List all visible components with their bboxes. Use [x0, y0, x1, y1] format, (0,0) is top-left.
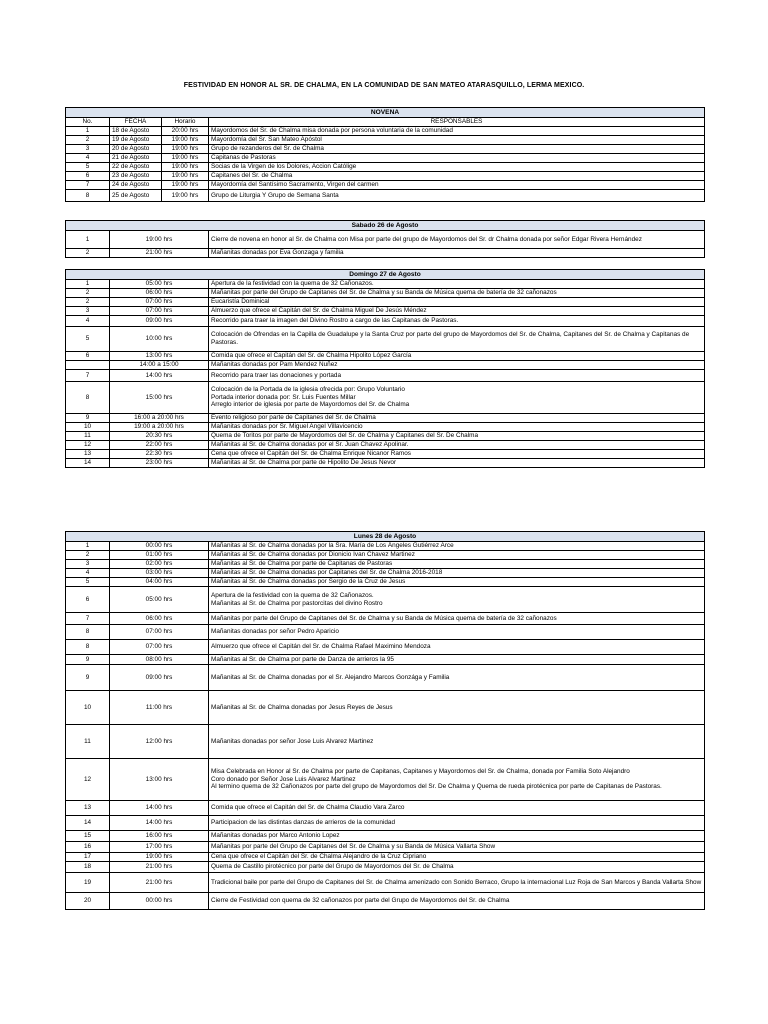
row-hora: 16:00 a 20:00 hrs: [110, 414, 209, 423]
row-number: 8: [66, 190, 110, 202]
row-number: 2: [66, 551, 110, 560]
table-row: [66, 725, 705, 759]
responsable-cell: [209, 382, 705, 414]
table-row: [66, 181, 705, 190]
table-row: [66, 361, 705, 370]
table-row: [66, 459, 705, 468]
row-number: 11: [66, 432, 110, 441]
row-hora: 15:00 hrs: [110, 382, 209, 414]
responsable-cell: Comida que ofrece el Capitán del Sr. de Chalma Claudio Vara Zarco: [209, 801, 705, 816]
row-number: 12: [66, 759, 110, 801]
responsable-cell: Mayordomía del Sr. San Mateo Apóstol: [209, 136, 705, 145]
table-row: [66, 382, 705, 414]
row-hora: 19:00 hrs: [110, 231, 209, 249]
responsable-cell: Apertura de la festividad con la quema de 32 Cañonazos.: [209, 280, 705, 289]
row-number: [66, 361, 110, 370]
responsable-cell: Evento religioso por parte de Capitanes del Sr. de Chalma: [209, 414, 705, 423]
responsable-cell: Mañanitas donadas por Marco Antonio Lopez: [209, 831, 705, 842]
row-hora: 23:00 hrs: [110, 459, 209, 468]
responsable-cell: Mayordomos del Sr. de Chalma misa donada por persona voluntaria de la comunidad: [209, 127, 705, 136]
row-hora: 20:30 hrs: [110, 432, 209, 441]
responsable-cell: Eucaristía Dominical: [209, 298, 705, 307]
table-row: [66, 190, 705, 202]
row-hora: 07:00 hrs: [110, 298, 209, 307]
row-number: 5: [66, 163, 110, 172]
row-horario: 19:00 hrs: [162, 136, 209, 145]
row-hora: 14:00 hrs: [110, 816, 209, 831]
row-number: 3: [66, 307, 110, 316]
table-row: [66, 893, 705, 910]
row-number: 9: [66, 665, 110, 691]
row-horario: 19:00 hrs: [162, 154, 209, 163]
table-row: [66, 587, 705, 613]
row-horario: 19:00 hrs: [162, 190, 209, 202]
table-row: [66, 842, 705, 853]
novena-table: [65, 107, 705, 202]
row-hora: 11:00 hrs: [110, 691, 209, 725]
table-row: [66, 853, 705, 862]
row-number: 13: [66, 450, 110, 459]
responsable-cell: Cena que ofrece el Capitán del Sr. de Chalma Alejandro de la Cruz Cipriano: [209, 853, 705, 862]
responsable-cell: Mayordomía del Santísimo Sacramento, Virgen del carmen: [209, 181, 705, 190]
table-row: [66, 414, 705, 423]
row-hora: 22:00 hrs: [110, 441, 209, 450]
responsable-line: Misa Celebrada en Honor al Sr. de Chalma por parte de Capitanas, Capitanes y Mayordomos del Sr. de Chalma, donada por Familia Soto Alejandro: [211, 768, 630, 776]
responsable-line: Arreglo interior de iglesia por parte de Mayordomos del Sr. de Chalma: [211, 401, 410, 409]
row-hora: 13:00 hrs: [110, 759, 209, 801]
row-hora: 09:00 hrs: [110, 665, 209, 691]
table-row: [66, 625, 705, 640]
row-number: 18: [66, 862, 110, 873]
table-row: [66, 613, 705, 625]
row-number: 6: [66, 172, 110, 181]
row-hora: 14:00 hrs: [110, 801, 209, 816]
responsable-cell: Capitanas de Pastoras: [209, 154, 705, 163]
row-hora: 21:00 hrs: [110, 873, 209, 893]
row-hora: 06:00 hrs: [110, 289, 209, 298]
row-hora: 05:00 hrs: [110, 587, 209, 613]
sabado-title: Sabado 26 de Agosto: [66, 221, 705, 231]
row-number: 10: [66, 691, 110, 725]
row-hora: 13:00 hrs: [110, 352, 209, 361]
row-number: 5: [66, 578, 110, 587]
table-row: [66, 163, 705, 172]
table-row: [66, 280, 705, 289]
row-number: 17: [66, 853, 110, 862]
row-hora: 10:00 hrs: [110, 327, 209, 352]
row-number: 7: [66, 370, 110, 382]
table-row: [66, 578, 705, 587]
row-number: 6: [66, 352, 110, 361]
table-row: [66, 145, 705, 154]
row-number: 7: [66, 613, 110, 625]
table-row: [66, 542, 705, 551]
table-row: [66, 873, 705, 893]
table-row: [66, 307, 705, 316]
responsable-cell: [209, 587, 705, 613]
table-row: [66, 655, 705, 665]
row-number: 8: [66, 382, 110, 414]
sabado-table: [65, 220, 705, 258]
responsable-cell: Cena que ofrece el Capitán del Sr. de Chalma Enrique Nicanor Ramos: [209, 450, 705, 459]
row-hora: 00:00 hrs: [110, 542, 209, 551]
table-row: [66, 691, 705, 725]
row-number: 5: [66, 327, 110, 352]
table-row: [66, 816, 705, 831]
table-row: [66, 127, 705, 136]
responsable-cell: Mañanitas al Sr. de Chalma donadas por Capitanes del Sr. de Chalma 2016-2018: [209, 569, 705, 578]
row-horario: 19:00 hrs: [162, 145, 209, 154]
row-number: 15: [66, 831, 110, 842]
row-number: 16: [66, 842, 110, 853]
novena-title: NOVENA: [66, 108, 705, 118]
row-hora: 12:00 hrs: [110, 725, 209, 759]
row-hora: 09:00 hrs: [110, 316, 209, 327]
responsable-cell: Mañanitas donadas por Pam Mendez Nuñez: [209, 361, 705, 370]
responsable-cell: Mañanitas al Sr. de Chalma donadas por Dionicio Ivan Chavez Martinez: [209, 551, 705, 560]
responsable-cell: Capitanes del Sr. de Chalma: [209, 172, 705, 181]
row-hora: 08:00 hrs: [110, 655, 209, 665]
responsable-line: Mañanitas al Sr. de Chalma por pastorcitas del divino Rostro: [211, 599, 383, 607]
responsable-cell: Comida que ofrece el Capitán del Sr. de Chalma Hipolito López García: [209, 352, 705, 361]
table-row: [66, 640, 705, 655]
table-row: [66, 831, 705, 842]
responsable-cell: Almuerzo que ofrece el Capitán del Sr. de Chalma Miguel De Jesús Méndez: [209, 307, 705, 316]
row-fecha: 20 de Agosto: [110, 145, 162, 154]
table-row: [66, 441, 705, 450]
row-fecha: 25 de Agosto: [110, 190, 162, 202]
responsable-line: Coro donado por Señor Jose Luis Alvarez Martinez: [211, 775, 356, 783]
responsable-cell: Almuerzo que ofrece el Capitán del Sr. de Chalma Rafael Maximino Mendoza: [209, 640, 705, 655]
row-hora: 14:00 hrs: [110, 370, 209, 382]
row-hora: 05:00 hrs: [110, 280, 209, 289]
responsable-cell: Mañanitas al Sr. de Chalma donadas por Sergio de la Cruz de Jesus: [209, 578, 705, 587]
row-fecha: 19 de Agosto: [110, 136, 162, 145]
table-row: [66, 569, 705, 578]
table-row: [66, 298, 705, 307]
responsable-cell: Grupo de rezanderos del Sr. de Chalma: [209, 145, 705, 154]
row-number: 7: [66, 181, 110, 190]
row-horario: 19:00 hrs: [162, 163, 209, 172]
table-row: [66, 665, 705, 691]
row-hora: 01:00 hrs: [110, 551, 209, 560]
table-row: [66, 352, 705, 361]
row-fecha: 18 de Agosto: [110, 127, 162, 136]
responsable-cell: Mañanitas donadas por señor Jose Luis Alvarez Martinez: [209, 725, 705, 759]
responsable-line: Apertura de la festividad con la quema de 32 Cañonazos.: [211, 591, 374, 599]
responsable-cell: Mañanitas al Sr. de Chalma por parte de Capitanas de Pastoras: [209, 560, 705, 569]
row-hora: 19:00 a 20:00 hrs: [110, 423, 209, 432]
domingo-title: Domingo 27 de Agosto: [66, 270, 705, 280]
responsable-cell: Mañanitas por parte del Grupo de Capitanes del Sr. de Chalma y su Banda de Música quema de batería de 32 cañonazos: [209, 613, 705, 625]
responsable-cell: Mañanitas donadas por Eva Gonzaga y familia: [209, 249, 705, 258]
row-number: 8: [66, 625, 110, 640]
responsable-cell: Mañanitas al Sr. de Chalma por parte de Hipolito De Jesus Nevor: [209, 459, 705, 468]
row-number: 2: [66, 289, 110, 298]
table-row: [66, 316, 705, 327]
table-row: [66, 370, 705, 382]
table-row: [66, 862, 705, 873]
responsable-cell: Mañanitas al Sr. de Chalma donadas por el Sr. Juan Chavez Apolinar.: [209, 441, 705, 450]
table-row: [66, 289, 705, 298]
responsable-cell: Quema de Castillo pirotécnico por parte del Grupo de Mayordomos del Sr. de Chalma: [209, 862, 705, 873]
row-fecha: 21 de Agosto: [110, 154, 162, 163]
table-row: [66, 432, 705, 441]
row-number: 20: [66, 893, 110, 910]
row-number: 13: [66, 801, 110, 816]
table-row: [66, 136, 705, 145]
row-number: 1: [66, 280, 110, 289]
row-number: 4: [66, 154, 110, 163]
row-fecha: 22 de Agosto: [110, 163, 162, 172]
table-row: [66, 423, 705, 432]
table-row: [66, 172, 705, 181]
responsable-cell: Mañanitas por parte del Grupo de Capitanes del Sr. de Chalma y su Banda de Música quema de batería de 32 cañonazos: [209, 289, 705, 298]
table-row: [66, 327, 705, 352]
responsable-cell: Participacion de las distintas danzas de arrieros de la comunidad: [209, 816, 705, 831]
table-row: [66, 560, 705, 569]
row-number: 14: [66, 816, 110, 831]
row-horario: 20:00 hrs: [162, 127, 209, 136]
responsable-line: Portada interior donada por: Sr. Luis Fuentes Millar: [211, 393, 356, 401]
row-hora: 07:00 hrs: [110, 307, 209, 316]
responsable-cell: Socias de la Virgen de los Dolores, Accion Católige: [209, 163, 705, 172]
row-number: 1: [66, 542, 110, 551]
responsable-cell: Mañanitas donadas por señor Pedro Aparicio: [209, 625, 705, 640]
row-number: 4: [66, 316, 110, 327]
row-hora: 07:00 hrs: [110, 625, 209, 640]
col-header-fecha: FECHA: [110, 118, 162, 127]
col-header-responsables: RESPONSABLES: [209, 118, 705, 127]
row-horario: 19:00 hrs: [162, 172, 209, 181]
row-fecha: 23 de Agosto: [110, 172, 162, 181]
lunes-table: [65, 531, 705, 910]
responsable-line: Colocación de la Portada de la iglesia ofrecida por: Grupo Voluntario: [211, 386, 405, 394]
responsable-cell: Mañanitas al Sr. de Chalma donadas por Jesus Reyes de Jesus: [209, 691, 705, 725]
row-hora: 06:00 hrs: [110, 613, 209, 625]
responsable-cell: [209, 759, 705, 801]
row-hora: 19:00 hrs: [110, 853, 209, 862]
table-row: [66, 551, 705, 560]
row-number: 1: [66, 231, 110, 249]
page-title: FESTIVIDAD EN HONOR AL SR. DE CHALMA, EN LA COMUNIDAD DE SAN MATEO ATARASQUILLO, LERMA MEXICO.: [183, 82, 585, 89]
row-number: 3: [66, 145, 110, 154]
col-header-no: No.: [66, 118, 110, 127]
row-hora: 22:30 hrs: [110, 450, 209, 459]
row-fecha: 24 de Agosto: [110, 181, 162, 190]
table-row: [66, 231, 705, 249]
row-number: 14: [66, 459, 110, 468]
table-row: [66, 759, 705, 801]
responsable-cell: Recorrido para traer la imagen del Divino Rostro a cargo de las Capitanas de Pastoras.: [209, 316, 705, 327]
responsable-cell: Mañanitas donadas por Sr. Miguel Angel Villavicencio: [209, 423, 705, 432]
responsable-line: Al termino quema de 32 Cañonazos por parte del grupo de Mayordomos del Sr. De Chalma y Quema de rueda pirotécnica por parte de Capitanas de Pastoras.: [211, 783, 662, 791]
table-row: [66, 450, 705, 459]
col-header-horario: Horario: [162, 118, 209, 127]
table-row: [66, 249, 705, 258]
responsable-cell: Mañanitas al Sr. de Chalma por parte de Danza de arrieros la 95: [209, 655, 705, 665]
responsable-cell: Mañanitas al Sr. de Chalma donadas por el Sr. Alejandro Marcos Gonzága y Familia: [209, 665, 705, 691]
responsable-cell: Cierre de Festividad con quema de 32 cañonazos por parte del Grupo de Mayordomos del Sr. de Chalma: [209, 893, 705, 910]
row-number: 4: [66, 569, 110, 578]
table-row: [66, 154, 705, 163]
responsable-cell: Cierre de novena en honor al Sr. de Chalma con Misa por parte del grupo de Mayordomos del Sr. dr Chalma donada por señor Edgar Rivera Hernández: [209, 231, 705, 249]
responsable-cell: Grupo de Liturgia Y Grupo de Semana Santa: [209, 190, 705, 202]
row-number: 2: [66, 249, 110, 258]
row-hora: 00:00 hrs: [110, 893, 209, 910]
lunes-title: Lunes 28 de Agosto: [66, 532, 705, 542]
row-hora: 14:00 a 15:00: [110, 361, 209, 370]
responsable-cell: Quema de Toritos por parte de Mayordomos del Sr. de Chalma y Capitanes del Sr. De Chalma: [209, 432, 705, 441]
domingo-table: [65, 269, 705, 468]
row-hora: 04:00 hrs: [110, 578, 209, 587]
row-number: 12: [66, 441, 110, 450]
responsable-cell: Mañanitas por parte del Grupo de Capitanes del Sr. de Chalma y su Banda de Música Vallarta Show: [209, 842, 705, 853]
row-hora: 21:00 hrs: [110, 862, 209, 873]
row-hora: 16:00 hrs: [110, 831, 209, 842]
row-number: 10: [66, 423, 110, 432]
row-number: 2: [66, 298, 110, 307]
row-number: 9: [66, 414, 110, 423]
row-number: 9: [66, 655, 110, 665]
row-number: 11: [66, 725, 110, 759]
row-hora: 21:00 hrs: [110, 249, 209, 258]
row-horario: 19:00 hrs: [162, 181, 209, 190]
row-hora: 17:00 hrs: [110, 842, 209, 853]
responsable-cell: Tradicional baile por parte del Grupo de Capitanes del Sr. de Chalma amenizado con Sonido Berraco, Grupo la internacional Luz Roja de San Marcos y Banda Vallarta Show: [209, 873, 705, 893]
row-number: 2: [66, 136, 110, 145]
row-number: 3: [66, 560, 110, 569]
row-hora: 02:00 hrs: [110, 560, 209, 569]
row-number: 19: [66, 873, 110, 893]
responsable-cell: Colocación de Ofrendas en la Capilla de Guadalupe y la Santa Cruz por parte del grupo de Mayordomos del Sr. de Chalma, Capitanes del Sr. de Chalma y Capitanas de Pastoras.: [209, 327, 705, 352]
responsable-cell: Mañanitas al Sr. de Chalma donadas por la Sra. María de Los Ángeles Gutiérrez Arce: [209, 542, 705, 551]
row-number: 8: [66, 640, 110, 655]
row-number: 6: [66, 587, 110, 613]
responsable-cell: Recorrido para traer las donaciones y portada: [209, 370, 705, 382]
row-hora: 07:00 hrs: [110, 640, 209, 655]
table-row: [66, 801, 705, 816]
row-number: 1: [66, 127, 110, 136]
row-hora: 03:00 hrs: [110, 569, 209, 578]
